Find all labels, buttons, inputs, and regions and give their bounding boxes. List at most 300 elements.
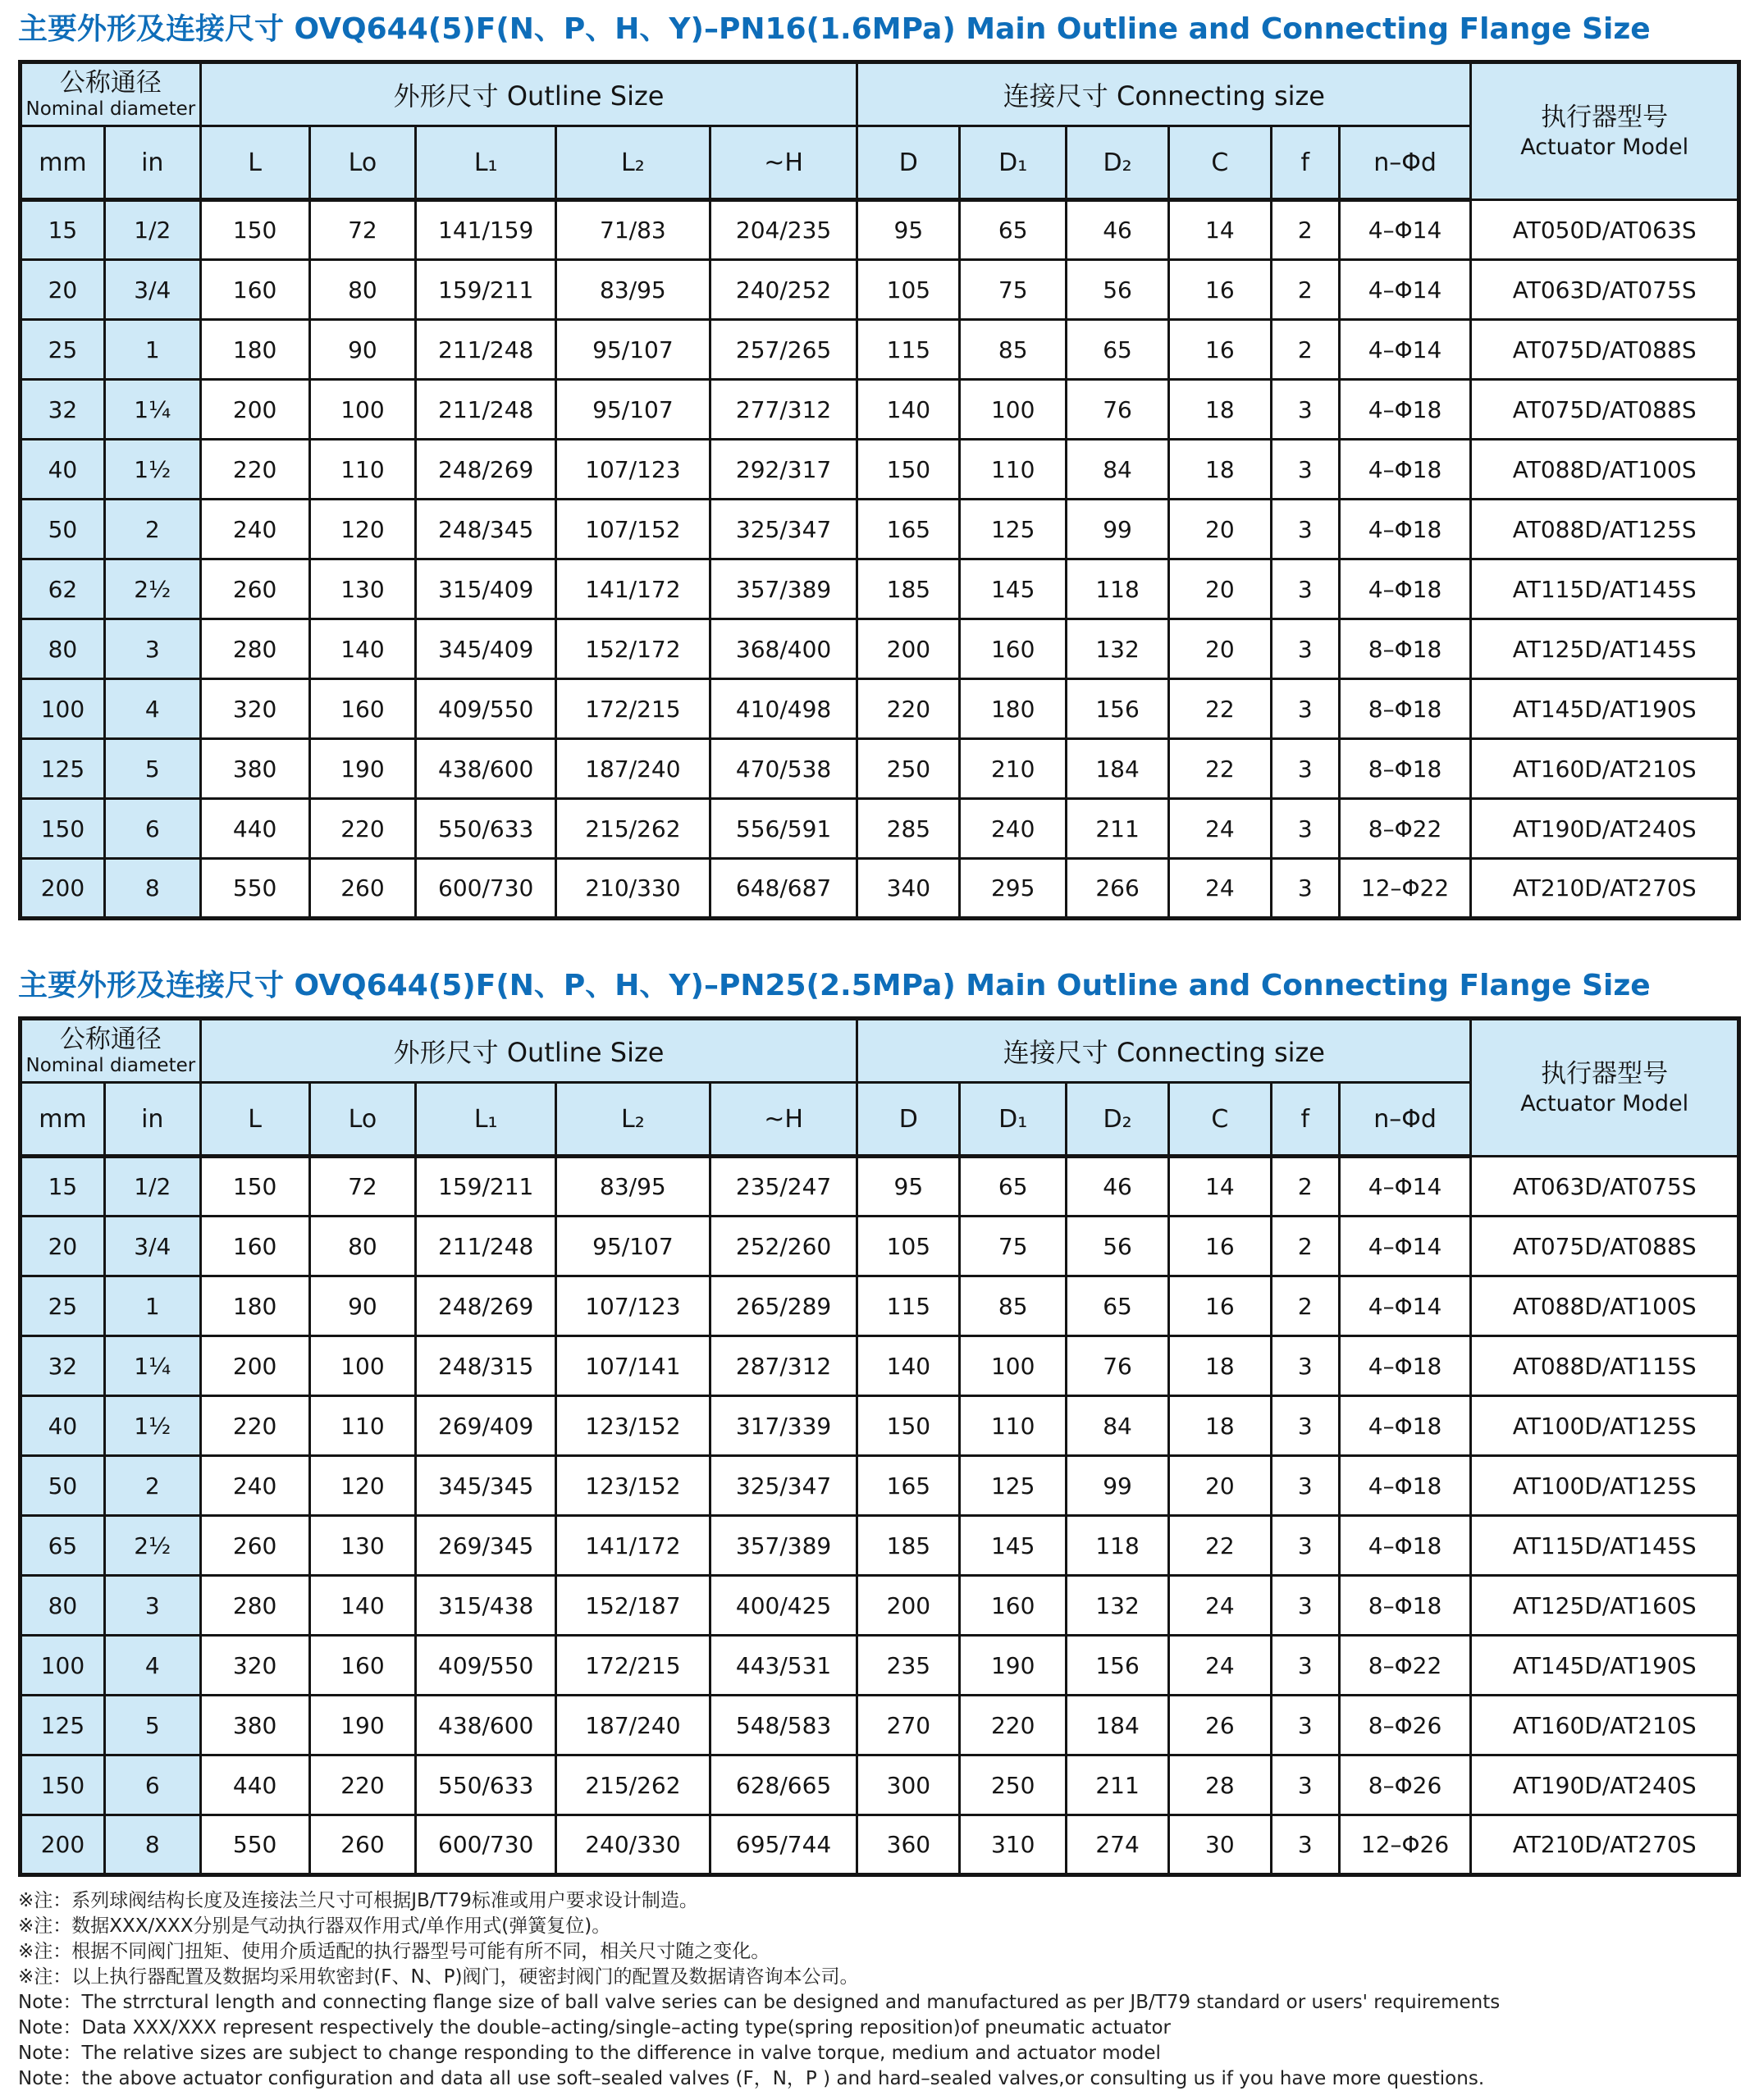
cell-l1: 345/345 xyxy=(416,1456,556,1516)
cell-actuator-model: AT100D/AT125S xyxy=(1471,1396,1739,1456)
cell-c: 22 xyxy=(1168,1516,1271,1576)
cell-mm: 200 xyxy=(21,859,105,919)
cell-f: 3 xyxy=(1271,739,1339,799)
cell-in: 3 xyxy=(104,619,200,679)
nominal-diameter-zh: 公称通径 xyxy=(59,1024,162,1054)
cell-mm: 150 xyxy=(21,799,105,859)
actuator-model-zh: 执行器型号 xyxy=(1541,1059,1669,1089)
col-header-l2: L₂ xyxy=(556,1083,710,1157)
cell-n-phi-d: 12–Φ22 xyxy=(1339,859,1471,919)
cell-actuator-model: AT145D/AT190S xyxy=(1471,1636,1739,1696)
cell-l2: 215/262 xyxy=(556,1755,710,1815)
cell-c: 16 xyxy=(1168,1217,1271,1276)
cell-n-phi-d: 4–Φ18 xyxy=(1339,380,1471,440)
cell-d2: 132 xyxy=(1067,1576,1169,1636)
cell-d2: 56 xyxy=(1067,260,1169,320)
cell-lo: 260 xyxy=(309,1815,416,1875)
note-en-3: Note：The relative sizes are subject to change responding to the difference in valve torque, medium and actuator model xyxy=(18,2043,1161,2065)
cell-actuator-model: AT160D/AT210S xyxy=(1471,1696,1739,1755)
note-en-1: Note：The strrctural length and connecting flange size of ball valve series can be designed and manufactured as per JB/T79 standard or users' requirements xyxy=(18,1992,1501,2014)
col-header-mm: mm xyxy=(21,126,105,200)
note-zh-1: ※注：系列球阀结构长度及连接法兰尺寸可根据JB/T79标准或用户要求设计制造。 xyxy=(18,1890,698,1912)
cell-f: 2 xyxy=(1271,260,1339,320)
cell-l2: 123/152 xyxy=(556,1396,710,1456)
cell-lo: 140 xyxy=(309,619,416,679)
cell-d1: 310 xyxy=(960,1815,1067,1875)
cell-mm: 20 xyxy=(21,1217,105,1276)
cell-l2: 152/172 xyxy=(556,619,710,679)
cell-mm: 32 xyxy=(21,380,105,440)
cell-lo: 130 xyxy=(309,559,416,619)
cell-n-phi-d: 4–Φ18 xyxy=(1339,1516,1471,1576)
col-header-l2: L₂ xyxy=(556,126,710,200)
table-title-pn25: 主要外形及连接尺寸 OVQ644(5)F(N、P、H、Y)–PN25(2.5MPa) Main Outline and Connecting Flange Size xyxy=(18,969,1651,1003)
cell-l1: 409/550 xyxy=(416,679,556,739)
cell-l2: 95/107 xyxy=(556,1217,710,1276)
cell-d: 200 xyxy=(857,619,960,679)
table-row xyxy=(21,679,1739,739)
cell-l: 280 xyxy=(200,619,309,679)
cell-lo: 190 xyxy=(309,1696,416,1755)
cell-d: 105 xyxy=(857,1217,960,1276)
cell-d2: 46 xyxy=(1067,1157,1169,1217)
cell-in: 2½ xyxy=(104,559,200,619)
cell-l: 380 xyxy=(200,739,309,799)
cell-mm: 80 xyxy=(21,1576,105,1636)
cell-d2: 99 xyxy=(1067,500,1169,559)
cell-l1: 211/248 xyxy=(416,320,556,380)
cell-h: 325/347 xyxy=(710,1456,857,1516)
cell-in: 2 xyxy=(104,500,200,559)
cell-d1: 295 xyxy=(960,859,1067,919)
cell-actuator-model: AT160D/AT210S xyxy=(1471,739,1739,799)
cell-d2: 118 xyxy=(1067,559,1169,619)
col-header-lo: Lo xyxy=(309,126,416,200)
cell-l1: 269/345 xyxy=(416,1516,556,1576)
cell-l1: 211/248 xyxy=(416,380,556,440)
table-row xyxy=(21,1636,1739,1696)
cell-d: 200 xyxy=(857,1576,960,1636)
cell-actuator-model: AT088D/AT125S xyxy=(1471,500,1739,559)
note-zh-4: ※注：以上执行器配置及数据均采用软密封(F、N、P)阀门，硬密封阀门的配置及数据请咨询本公司。 xyxy=(18,1966,859,1988)
cell-l1: 315/409 xyxy=(416,559,556,619)
cell-n-phi-d: 8–Φ18 xyxy=(1339,619,1471,679)
cell-f: 3 xyxy=(1271,859,1339,919)
table-row xyxy=(21,619,1739,679)
cell-actuator-model: AT063D/AT075S xyxy=(1471,1157,1739,1217)
cell-lo: 130 xyxy=(309,1516,416,1576)
cell-in: 1¼ xyxy=(104,1336,200,1396)
cell-d1: 145 xyxy=(960,559,1067,619)
cell-lo: 190 xyxy=(309,739,416,799)
cell-lo: 120 xyxy=(309,1456,416,1516)
cell-in: 6 xyxy=(104,1755,200,1815)
cell-d: 115 xyxy=(857,1276,960,1336)
cell-c: 20 xyxy=(1168,619,1271,679)
cell-n-phi-d: 4–Φ14 xyxy=(1339,1276,1471,1336)
cell-actuator-model: AT190D/AT240S xyxy=(1471,799,1739,859)
col-header-d: D xyxy=(857,126,960,200)
cell-lo: 72 xyxy=(309,1157,416,1217)
cell-d1: 75 xyxy=(960,260,1067,320)
cell-d2: 156 xyxy=(1067,679,1169,739)
note-en-2: Note：Data XXX/XXX represent respectively the double–acting/single–acting type(spring reposition)of pneumatic actuator xyxy=(18,2017,1171,2039)
table-row xyxy=(21,200,1739,260)
cell-l: 180 xyxy=(200,320,309,380)
header-group-row xyxy=(21,1019,1739,1083)
cell-h: 240/252 xyxy=(710,260,857,320)
cell-lo: 120 xyxy=(309,500,416,559)
cell-n-phi-d: 4–Φ14 xyxy=(1339,1157,1471,1217)
actuator-model-header xyxy=(1471,62,1739,200)
nominal-diameter-zh: 公称通径 xyxy=(59,67,162,98)
cell-n-phi-d: 8–Φ18 xyxy=(1339,679,1471,739)
cell-l2: 71/83 xyxy=(556,200,710,260)
cell-d2: 46 xyxy=(1067,200,1169,260)
cell-d2: 99 xyxy=(1067,1456,1169,1516)
cell-mm: 25 xyxy=(21,320,105,380)
cell-n-phi-d: 4–Φ18 xyxy=(1339,1336,1471,1396)
col-header-d1: D₁ xyxy=(960,126,1067,200)
table-row xyxy=(21,799,1739,859)
cell-l: 280 xyxy=(200,1576,309,1636)
cell-n-phi-d: 8–Φ18 xyxy=(1339,739,1471,799)
cell-d2: 274 xyxy=(1067,1815,1169,1875)
cell-d1: 110 xyxy=(960,440,1067,500)
cell-d: 140 xyxy=(857,380,960,440)
cell-n-phi-d: 4–Φ14 xyxy=(1339,200,1471,260)
cell-lo: 100 xyxy=(309,1336,416,1396)
table-row xyxy=(21,1276,1739,1336)
cell-n-phi-d: 8–Φ22 xyxy=(1339,1636,1471,1696)
cell-actuator-model: AT125D/AT160S xyxy=(1471,1576,1739,1636)
table-row xyxy=(21,260,1739,320)
col-header-f: f xyxy=(1271,126,1339,200)
col-header-d1: D₁ xyxy=(960,1083,1067,1157)
cell-l2: 107/141 xyxy=(556,1336,710,1396)
cell-h: 368/400 xyxy=(710,619,857,679)
nominal-diameter-en: Nominal diameter xyxy=(25,1055,196,1077)
cell-in: 5 xyxy=(104,1696,200,1755)
cell-l: 200 xyxy=(200,380,309,440)
cell-d2: 65 xyxy=(1067,1276,1169,1336)
cell-l: 550 xyxy=(200,859,309,919)
cell-h: 235/247 xyxy=(710,1157,857,1217)
cell-mm: 15 xyxy=(21,200,105,260)
table-row xyxy=(21,1456,1739,1516)
cell-in: 5 xyxy=(104,739,200,799)
cell-h: 287/312 xyxy=(710,1336,857,1396)
cell-lo: 160 xyxy=(309,679,416,739)
cell-f: 3 xyxy=(1271,1755,1339,1815)
cell-mm: 65 xyxy=(21,1516,105,1576)
cell-f: 3 xyxy=(1271,1815,1339,1875)
cell-n-phi-d: 4–Φ18 xyxy=(1339,440,1471,500)
cell-mm: 125 xyxy=(21,1696,105,1755)
connecting-size-header: 连接尺寸 Connecting size xyxy=(857,1019,1471,1083)
cell-mm: 25 xyxy=(21,1276,105,1336)
cell-d2: 132 xyxy=(1067,619,1169,679)
cell-d: 185 xyxy=(857,559,960,619)
cell-lo: 100 xyxy=(309,380,416,440)
cell-in: 8 xyxy=(104,1815,200,1875)
cell-c: 24 xyxy=(1168,859,1271,919)
cell-l2: 107/123 xyxy=(556,1276,710,1336)
cell-n-phi-d: 8–Φ26 xyxy=(1339,1755,1471,1815)
cell-f: 2 xyxy=(1271,1217,1339,1276)
cell-actuator-model: AT075D/AT088S xyxy=(1471,1217,1739,1276)
cell-d1: 160 xyxy=(960,619,1067,679)
cell-d: 235 xyxy=(857,1636,960,1696)
cell-d: 185 xyxy=(857,1516,960,1576)
cell-in: 6 xyxy=(104,799,200,859)
cell-f: 3 xyxy=(1271,380,1339,440)
cell-f: 3 xyxy=(1271,619,1339,679)
cell-f: 3 xyxy=(1271,1516,1339,1576)
cell-l: 220 xyxy=(200,1396,309,1456)
cell-l: 260 xyxy=(200,559,309,619)
table-row xyxy=(21,1157,1739,1217)
table-row xyxy=(21,1696,1739,1755)
cell-c: 16 xyxy=(1168,320,1271,380)
cell-h: 556/591 xyxy=(710,799,857,859)
col-header-l: L xyxy=(200,126,309,200)
cell-n-phi-d: 4–Φ14 xyxy=(1339,1217,1471,1276)
cell-c: 14 xyxy=(1168,1157,1271,1217)
cell-n-phi-d: 4–Φ14 xyxy=(1339,320,1471,380)
cell-mm: 200 xyxy=(21,1815,105,1875)
cell-c: 16 xyxy=(1168,1276,1271,1336)
cell-d1: 100 xyxy=(960,380,1067,440)
cell-actuator-model: AT075D/AT088S xyxy=(1471,320,1739,380)
cell-lo: 90 xyxy=(309,1276,416,1336)
cell-d1: 65 xyxy=(960,200,1067,260)
cell-d2: 211 xyxy=(1067,1755,1169,1815)
col-header-mm: mm xyxy=(21,1083,105,1157)
cell-d2: 56 xyxy=(1067,1217,1169,1276)
cell-d2: 184 xyxy=(1067,1696,1169,1755)
cell-f: 3 xyxy=(1271,1696,1339,1755)
col-header-f: f xyxy=(1271,1083,1339,1157)
cell-c: 22 xyxy=(1168,739,1271,799)
cell-d1: 65 xyxy=(960,1157,1067,1217)
cell-l: 220 xyxy=(200,440,309,500)
table-row xyxy=(21,1396,1739,1456)
cell-d: 115 xyxy=(857,320,960,380)
cell-c: 18 xyxy=(1168,1336,1271,1396)
cell-n-phi-d: 4–Φ18 xyxy=(1339,500,1471,559)
cell-l2: 187/240 xyxy=(556,1696,710,1755)
cell-l1: 345/409 xyxy=(416,619,556,679)
cell-in: 3 xyxy=(104,1576,200,1636)
cell-d: 95 xyxy=(857,1157,960,1217)
cell-actuator-model: AT115D/AT145S xyxy=(1471,559,1739,619)
cell-l1: 409/550 xyxy=(416,1636,556,1696)
cell-l: 440 xyxy=(200,799,309,859)
cell-d: 360 xyxy=(857,1815,960,1875)
cell-h: 325/347 xyxy=(710,500,857,559)
nominal-diameter-header xyxy=(21,1019,201,1083)
cell-d1: 75 xyxy=(960,1217,1067,1276)
col-header-c: C xyxy=(1168,1083,1271,1157)
cell-l2: 141/172 xyxy=(556,559,710,619)
cell-mm: 15 xyxy=(21,1157,105,1217)
cell-in: 3/4 xyxy=(104,260,200,320)
actuator-model-header xyxy=(1471,1019,1739,1157)
cell-lo: 80 xyxy=(309,260,416,320)
note-zh-2: ※注：数据XXX/XXX分别是气动执行器双作用式/单作用式(弹簧复位)。 xyxy=(18,1915,611,1938)
outline-size-header: 外形尺寸 Outline Size xyxy=(200,62,857,126)
table-row xyxy=(21,1576,1739,1636)
cell-l2: 240/330 xyxy=(556,1815,710,1875)
cell-l: 320 xyxy=(200,1636,309,1696)
actuator-model-en: Actuator Model xyxy=(1520,134,1689,160)
col-header-in: in xyxy=(104,126,200,200)
cell-h: 317/339 xyxy=(710,1396,857,1456)
notes-section xyxy=(18,1888,1741,2092)
cell-d1: 100 xyxy=(960,1336,1067,1396)
cell-d1: 210 xyxy=(960,739,1067,799)
table-row xyxy=(21,559,1739,619)
dimension-table-pn16 xyxy=(18,60,1741,920)
table-row xyxy=(21,320,1739,380)
table-row xyxy=(21,1336,1739,1396)
cell-l: 320 xyxy=(200,679,309,739)
cell-d: 220 xyxy=(857,679,960,739)
cell-l1: 600/730 xyxy=(416,859,556,919)
cell-l2: 107/123 xyxy=(556,440,710,500)
table-row xyxy=(21,739,1739,799)
cell-l: 440 xyxy=(200,1755,309,1815)
table-row xyxy=(21,1815,1739,1875)
col-header-h: ~H xyxy=(710,1083,857,1157)
cell-mm: 40 xyxy=(21,440,105,500)
cell-mm: 32 xyxy=(21,1336,105,1396)
cell-l2: 107/152 xyxy=(556,500,710,559)
table-row xyxy=(21,380,1739,440)
cell-d2: 76 xyxy=(1067,380,1169,440)
cell-l2: 215/262 xyxy=(556,799,710,859)
cell-in: 4 xyxy=(104,679,200,739)
cell-l1: 315/438 xyxy=(416,1576,556,1636)
cell-d1: 125 xyxy=(960,1456,1067,1516)
cell-l2: 172/215 xyxy=(556,1636,710,1696)
cell-l1: 248/269 xyxy=(416,440,556,500)
header-group-row xyxy=(21,62,1739,126)
cell-l: 150 xyxy=(200,200,309,260)
cell-c: 16 xyxy=(1168,260,1271,320)
cell-f: 3 xyxy=(1271,679,1339,739)
actuator-model-zh: 执行器型号 xyxy=(1541,102,1669,132)
cell-lo: 80 xyxy=(309,1217,416,1276)
cell-c: 20 xyxy=(1168,1456,1271,1516)
cell-l2: 83/95 xyxy=(556,1157,710,1217)
cell-h: 628/665 xyxy=(710,1755,857,1815)
dimension-table-pn25 xyxy=(18,1016,1741,1877)
cell-d: 270 xyxy=(857,1696,960,1755)
cell-h: 410/498 xyxy=(710,679,857,739)
cell-l2: 141/172 xyxy=(556,1516,710,1576)
cell-l1: 211/248 xyxy=(416,1217,556,1276)
cell-d1: 85 xyxy=(960,320,1067,380)
col-header-n-phi-d: n–Φd xyxy=(1339,126,1471,200)
cell-f: 2 xyxy=(1271,1276,1339,1336)
cell-mm: 100 xyxy=(21,1636,105,1696)
cell-h: 548/583 xyxy=(710,1696,857,1755)
cell-h: 204/235 xyxy=(710,200,857,260)
cell-lo: 72 xyxy=(309,200,416,260)
cell-l1: 438/600 xyxy=(416,1696,556,1755)
cell-in: 1¼ xyxy=(104,380,200,440)
cell-h: 277/312 xyxy=(710,380,857,440)
cell-actuator-model: AT063D/AT075S xyxy=(1471,260,1739,320)
cell-f: 3 xyxy=(1271,500,1339,559)
cell-in: 4 xyxy=(104,1636,200,1696)
cell-actuator-model: AT100D/AT125S xyxy=(1471,1456,1739,1516)
cell-f: 3 xyxy=(1271,559,1339,619)
cell-in: 1½ xyxy=(104,1396,200,1456)
cell-d2: 266 xyxy=(1067,859,1169,919)
cell-actuator-model: AT190D/AT240S xyxy=(1471,1755,1739,1815)
cell-d: 140 xyxy=(857,1336,960,1396)
cell-d: 285 xyxy=(857,799,960,859)
nominal-diameter-en: Nominal diameter xyxy=(25,98,196,120)
table-row xyxy=(21,1217,1739,1276)
cell-mm: 20 xyxy=(21,260,105,320)
cell-l1: 550/633 xyxy=(416,1755,556,1815)
cell-h: 357/389 xyxy=(710,559,857,619)
cell-n-phi-d: 8–Φ22 xyxy=(1339,799,1471,859)
table-row xyxy=(21,500,1739,559)
cell-c: 24 xyxy=(1168,1636,1271,1696)
cell-d1: 110 xyxy=(960,1396,1067,1456)
table-row xyxy=(21,1516,1739,1576)
cell-mm: 100 xyxy=(21,679,105,739)
cell-f: 3 xyxy=(1271,1636,1339,1696)
cell-c: 24 xyxy=(1168,1576,1271,1636)
cell-actuator-model: AT088D/AT100S xyxy=(1471,440,1739,500)
cell-actuator-model: AT210D/AT270S xyxy=(1471,1815,1739,1875)
cell-f: 3 xyxy=(1271,1336,1339,1396)
cell-actuator-model: AT088D/AT115S xyxy=(1471,1336,1739,1396)
cell-d2: 76 xyxy=(1067,1336,1169,1396)
cell-l2: 95/107 xyxy=(556,320,710,380)
col-header-l: L xyxy=(200,1083,309,1157)
cell-in: 3/4 xyxy=(104,1217,200,1276)
cell-f: 2 xyxy=(1271,1157,1339,1217)
table-row xyxy=(21,859,1739,919)
col-header-in: in xyxy=(104,1083,200,1157)
cell-d: 150 xyxy=(857,440,960,500)
cell-actuator-model: AT145D/AT190S xyxy=(1471,679,1739,739)
cell-l1: 159/211 xyxy=(416,1157,556,1217)
cell-lo: 160 xyxy=(309,1636,416,1696)
note-en-4: Note：the above actuator configuration and data all use soft–sealed valves (F，N，P ) and hard–sealed valves,or consulting us if you have more questions. xyxy=(18,2068,1485,2090)
cell-l: 550 xyxy=(200,1815,309,1875)
cell-n-phi-d: 4–Φ18 xyxy=(1339,1396,1471,1456)
cell-l: 160 xyxy=(200,260,309,320)
cell-d1: 180 xyxy=(960,679,1067,739)
cell-actuator-model: AT125D/AT145S xyxy=(1471,619,1739,679)
cell-h: 470/538 xyxy=(710,739,857,799)
cell-mm: 80 xyxy=(21,619,105,679)
cell-l: 150 xyxy=(200,1157,309,1217)
cell-lo: 140 xyxy=(309,1576,416,1636)
cell-d1: 160 xyxy=(960,1576,1067,1636)
cell-in: 2½ xyxy=(104,1516,200,1576)
cell-d: 150 xyxy=(857,1396,960,1456)
cell-h: 357/389 xyxy=(710,1516,857,1576)
